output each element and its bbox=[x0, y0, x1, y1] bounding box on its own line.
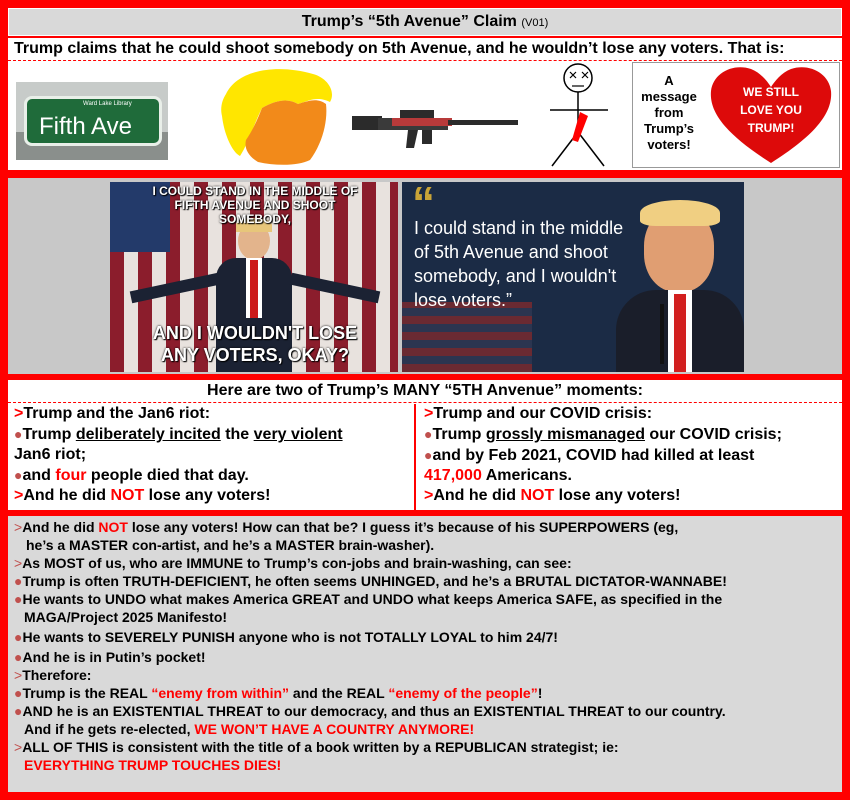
jan6-heading: >Trump and the Jan6 riot: bbox=[14, 405, 211, 422]
voter-message-box bbox=[632, 62, 840, 168]
jan6-column bbox=[8, 404, 416, 510]
sign-text: Fifth Ave bbox=[39, 113, 132, 140]
meme-bottom-caption: AND I WOULDN'T LOSE ANY VOTERS, OKAY? bbox=[152, 323, 358, 365]
trump-hair-cartoon bbox=[218, 64, 338, 166]
jan6-line-2: ●Trump deliberately incited the very violent bbox=[14, 426, 343, 443]
commentary-line-8: ●Trump is the REAL “enemy from within” and the REAL “enemy of the people”! bbox=[14, 685, 543, 701]
commentary-line-9b: And if he gets re-elected, WE WON’T HAVE A COUNTRY ANYMORE! bbox=[24, 721, 475, 737]
commentary-line-9: ●AND he is an EXISTENTIAL THREAT to our democracy, and thus an EXISTENTIAL THREAT to our country. bbox=[14, 703, 726, 719]
heart-image bbox=[707, 65, 835, 167]
quote-text: I could stand in the middle of 5th Avenue and shoot somebody, and I wouldn't lose voters.” bbox=[414, 218, 624, 310]
stick-figure-icon bbox=[528, 62, 628, 168]
covid-line-2: ●Trump grossly mismanaged our COVID crisis; bbox=[424, 426, 782, 443]
rifle-image bbox=[352, 104, 518, 150]
title-text: Trump’s “5th Avenue” Claim bbox=[301, 13, 517, 30]
quote-speaker bbox=[616, 200, 744, 372]
commentary-line-5: ●He wants to SEVERELY PUNISH anyone who is not TOTALLY LOYAL to him 24/7! bbox=[14, 629, 558, 645]
moments-title: Here are two of Trump’s MANY “5TH Anvenue” moments: bbox=[207, 382, 643, 399]
fifth-ave-sign-image bbox=[16, 82, 168, 160]
commentary-line-1: >And he did NOT lose any voters! How can that be? I guess it’s because of his SUPERPOWERS (eg, bbox=[14, 519, 679, 535]
claim-panel bbox=[8, 38, 842, 170]
jan6-line-5: >And he did NOT lose any voters! bbox=[14, 487, 271, 504]
commentary-panel bbox=[8, 516, 842, 792]
covid-line-5: >And he did NOT lose any voters! bbox=[424, 487, 681, 504]
rifle-icon bbox=[352, 104, 518, 150]
quote-mark: “ bbox=[412, 182, 435, 229]
commentary-line-1b: he’s a MASTER con-artist, and he’s a MASTER brain-washer). bbox=[26, 537, 435, 553]
covid-line-3: ●and by Feb 2021, COVID had killed at least bbox=[424, 447, 755, 464]
sign-small-text: Ward Lake Library bbox=[83, 101, 132, 107]
commentary-line-2: >As MOST of us, who are IMMUNE to Trump’s con-jobs and brain-washing, can see: bbox=[14, 555, 572, 571]
message-text: A message from Trump’s voters! bbox=[641, 73, 697, 152]
meme-top-caption: I COULD STAND IN THE MIDDLE OF FIFTH AVENUE AND SHOOT SOMEBODY, bbox=[152, 184, 358, 226]
moments-panel bbox=[8, 380, 842, 510]
heart-text: WE STILL LOVE YOU TRUMP! bbox=[740, 85, 802, 135]
commentary-line-7: >Therefore: bbox=[14, 667, 92, 683]
moments-divider bbox=[8, 402, 842, 403]
commentary-line-10b: EVERYTHING TRUMP TOUCHES DIES! bbox=[24, 757, 282, 773]
dashed-divider bbox=[8, 60, 842, 61]
commentary-line-10: >ALL OF THIS is consistent with the title of a book written by a REPUBLICAN strategist; ie: bbox=[14, 739, 619, 755]
meme-photo bbox=[110, 182, 398, 372]
commentary-line-4: ●He wants to UNDO what makes America GREAT and UNDO what keeps America SAFE, as specified in the bbox=[14, 591, 723, 607]
covid-line-4: 417,000 Americans. bbox=[424, 467, 572, 484]
stick-figure-image bbox=[528, 62, 628, 168]
commentary-line-6: ●And he is in Putin’s pocket! bbox=[14, 649, 206, 665]
page-title bbox=[8, 8, 842, 36]
covid-column bbox=[418, 404, 826, 510]
jan6-line-4: ●and four people died that day. bbox=[14, 467, 249, 484]
hair-face-icon bbox=[218, 64, 338, 166]
jan6-line-3: Jan6 riot; bbox=[14, 446, 87, 463]
commentary-line-3: ●Trump is often TRUTH-DEFICIENT, he often seems UNHINGED, and he’s a BRUTAL DICTATOR-WANNABE! bbox=[14, 573, 727, 589]
quote-photo bbox=[402, 182, 744, 372]
commentary-line-4b: MAGA/Project 2025 Manifesto! bbox=[24, 609, 228, 625]
version-label: (V01) bbox=[521, 17, 549, 29]
covid-heading: >Trump and our COVID crisis: bbox=[424, 405, 653, 422]
claim-text: Trump claims that he could shoot somebody on 5th Avenue, and he wouldn’t lose any voters. That is: bbox=[14, 40, 785, 57]
photo-strip bbox=[8, 178, 842, 374]
